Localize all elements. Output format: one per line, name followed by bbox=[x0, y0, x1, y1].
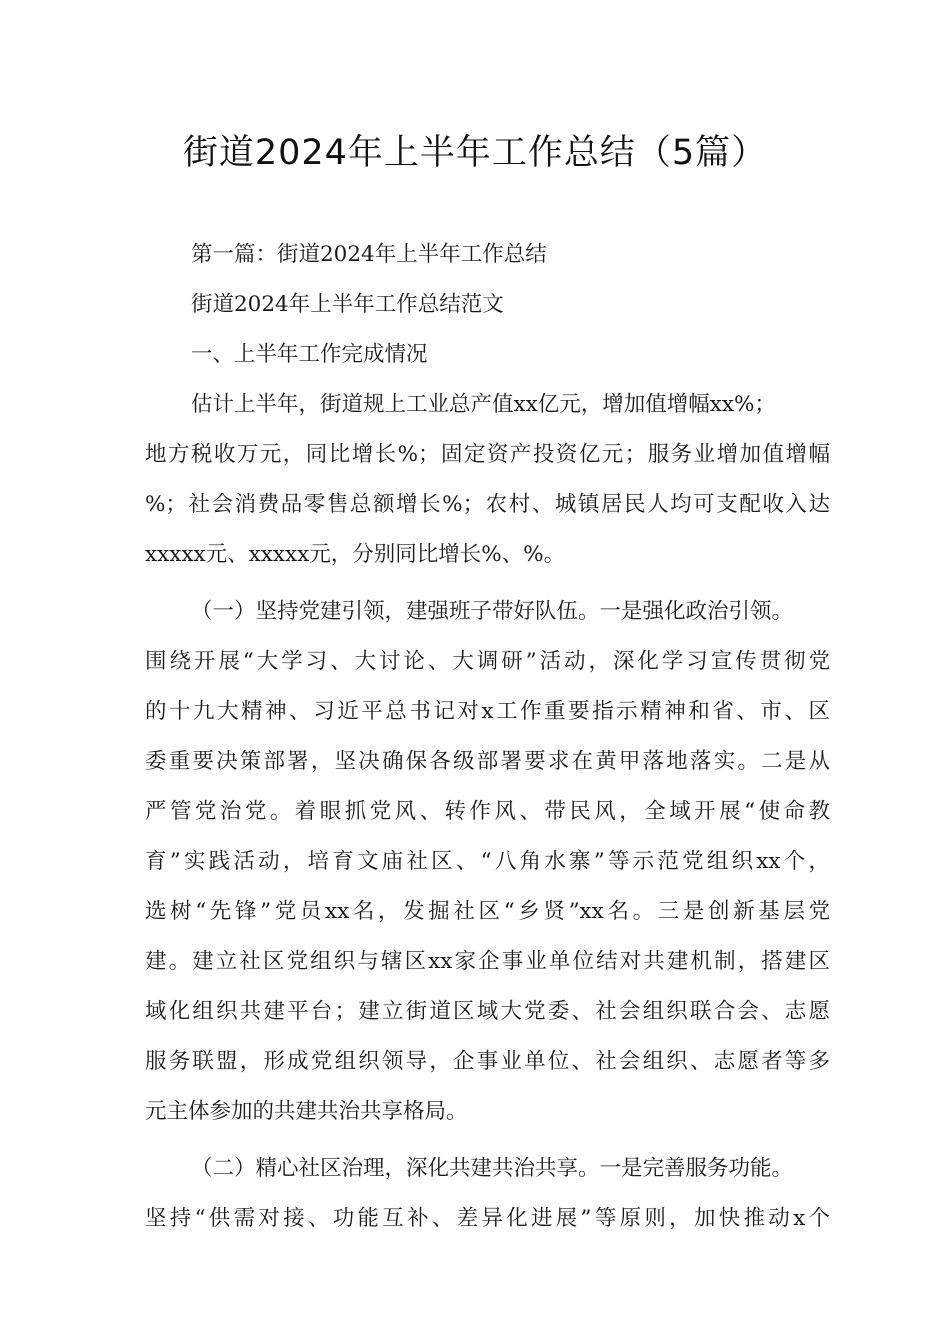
paragraph-line: （二）精心社区治理，深化共建共治共享。一是完善服务功能。 bbox=[191, 1156, 794, 1181]
paragraph-line: （一）坚持党建引领，建强班子带好队伍。一是强化政治引领。 bbox=[191, 599, 794, 624]
paragraph-line: 坚持“供需对接、功能互补、差异化进展”等原则，加快推动x个 bbox=[145, 1206, 830, 1231]
document-title: 街道2024年上半年工作总结（5篇） bbox=[182, 133, 768, 173]
subheading-1: 第一篇：街道2024年上半年工作总结 bbox=[191, 242, 547, 267]
paragraph-1 bbox=[145, 380, 830, 580]
paragraph-line: 地方税收万元，同比增长%；固定资产投资亿元；服务业增加值增幅 bbox=[145, 442, 830, 467]
section-heading-1: 一、上半年工作完成情况 bbox=[191, 342, 428, 367]
paragraph-line: 育”实践活动，培育文庙社区、“八角水寨”等示范党组织xx个， bbox=[145, 849, 830, 874]
paragraph-line: 严管党治党。着眼抓党风、转作风、带民风，全域开展“使命教 bbox=[145, 799, 830, 824]
document-body bbox=[145, 230, 830, 1244]
paragraph-line: 的十九大精神、习近平总书记对x工作重要指示精神和省、市、区 bbox=[145, 699, 830, 724]
paragraph-line: 服务联盟，形成党组织领导，企事业单位、社会组织、志愿者等多 bbox=[145, 1049, 830, 1074]
paragraph-line: 元主体参加的共建共治共享格局。 bbox=[145, 1099, 468, 1124]
paragraph-line: %；社会消费品零售总额增长%；农村、城镇居民人均可支配收入达 bbox=[145, 492, 830, 517]
paragraph-line: 建。建立社区党组织与辖区xx家企事业单位结对共建机制，搭建区 bbox=[145, 949, 830, 974]
subheading-2: 街道2024年上半年工作总结范文 bbox=[191, 292, 504, 317]
paragraph-3 bbox=[145, 1144, 830, 1244]
paragraph-line: 委重要决策部署，坚决确保各级部署要求在黄甲落地落实。二是从 bbox=[145, 749, 830, 774]
paragraph-line: 估计上半年，街道规上工业总产值xx亿元，增加值增幅xx%； bbox=[191, 392, 776, 417]
paragraph-2 bbox=[145, 587, 830, 1137]
paragraph-line: 选树“先锋”党员xx名，发掘社区“乡贤”xx名。三是创新基层党 bbox=[145, 899, 830, 924]
paragraph-line: 域化组织共建平台；建立街道区域大党委、社会组织联合会、志愿 bbox=[145, 999, 830, 1024]
paragraph-line: 围绕开展“大学习、大讨论、大调研”活动，深化学习宣传贯彻党 bbox=[145, 649, 830, 674]
paragraph-line: xxxxx元、xxxxx元，分别同比增长%、%。 bbox=[145, 542, 566, 567]
